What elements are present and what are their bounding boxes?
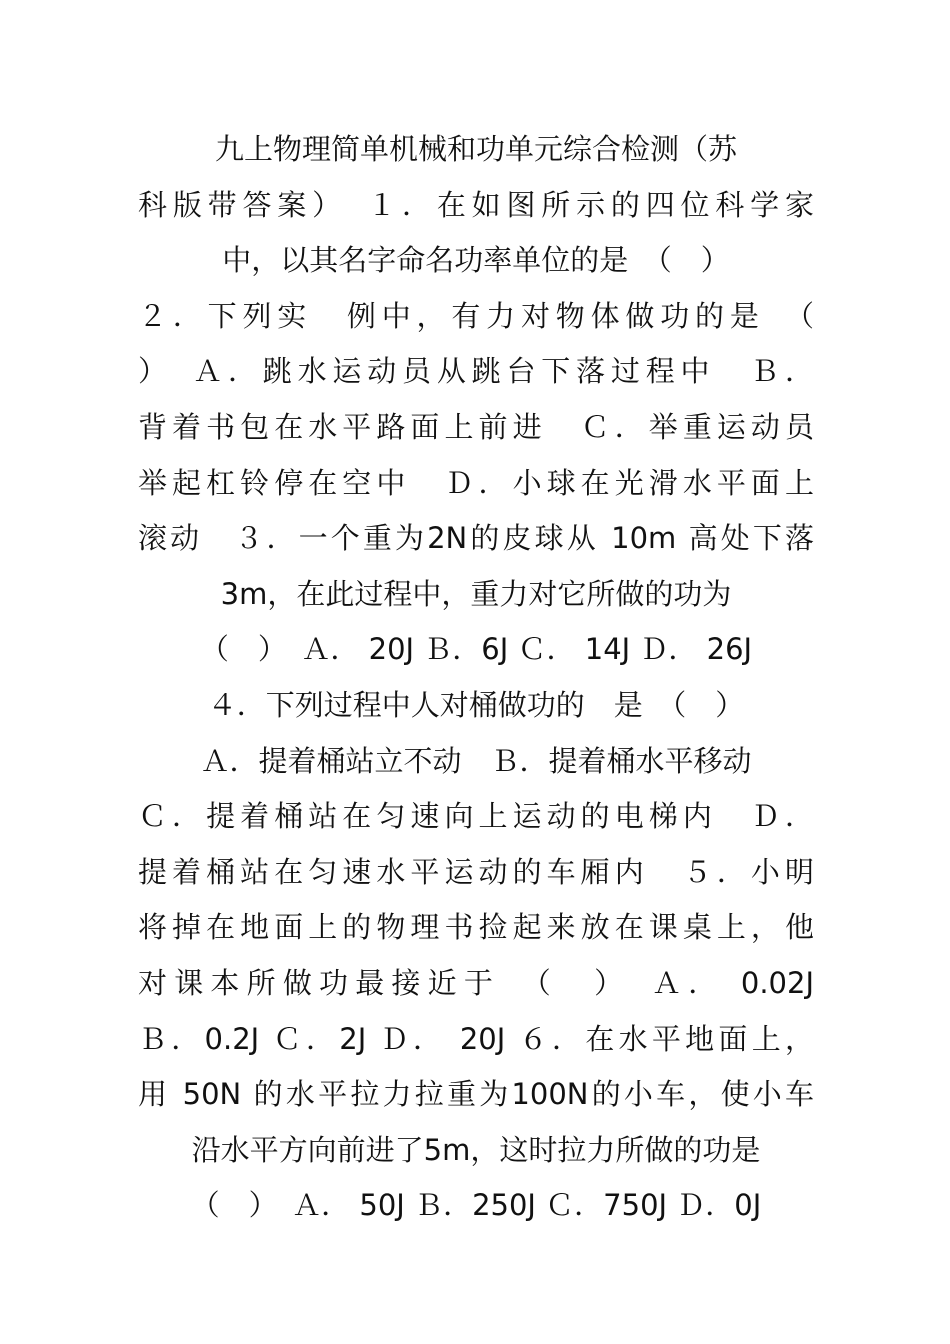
text-line: 沿水平方向前进了5m，这时拉力所做的功是 [191, 1132, 761, 1167]
text-line: 3m，在此过程中，重力对它所做的功为 [220, 576, 732, 611]
text-line: Ａ．提着桶站立不动 Ｂ．提着桶水平移动 [200, 743, 752, 778]
text-line: ） Ａ．跳水运动员从跳台下落过程中 Ｂ． [138, 354, 814, 389]
text-line: 对课本所做功最接近于 （ ） Ａ． 0.02J [138, 965, 814, 1000]
text-line: 举起杠铃停在空中 Ｄ．小球在光滑水平面上 [138, 465, 814, 500]
document-body [138, 122, 814, 1234]
text-line: Ｂ．0.2J Ｃ．2J Ｄ． 20J ６．在水平地面上， [138, 1021, 814, 1056]
text-line: ２．下列实 例中，有力对物体做功的是 （ [138, 298, 814, 333]
text-line: 滚动 ３．一个重为2N的皮球从 10m 高处下落 [138, 521, 814, 556]
text-line: Ｃ．提着桶站在匀速向上运动的电梯内 Ｄ． [138, 799, 814, 834]
text-line: 背着书包在水平路面上前进 Ｃ．举重运动员 [138, 409, 814, 444]
text-line: （ ） Ａ． 50J Ｂ．250J Ｃ．750J Ｄ．0J [190, 1188, 762, 1223]
text-line: 九上物理简单机械和功单元综合检测（苏 [214, 132, 737, 166]
text-line: 中，以其名字命名功率单位的是 （ ） [222, 243, 730, 278]
text-line: 提着桶站在匀速水平运动的车厢内 ５．小明 [138, 854, 814, 889]
text-line: 将掉在地面上的物理书捡起来放在课桌上，他 [138, 910, 814, 945]
text-line: 科版带答案） １．在如图所示的四位科学家 [138, 187, 814, 222]
text-line: ４．下列过程中人对桶做功的 是 （ ） [207, 687, 745, 722]
text-line: （ ） Ａ． 20J Ｂ．6J Ｃ． 14J Ｄ． 26J [199, 632, 753, 667]
text-line: 用 50N 的水平拉力拉重为100N的小车，使小车 [138, 1077, 814, 1112]
